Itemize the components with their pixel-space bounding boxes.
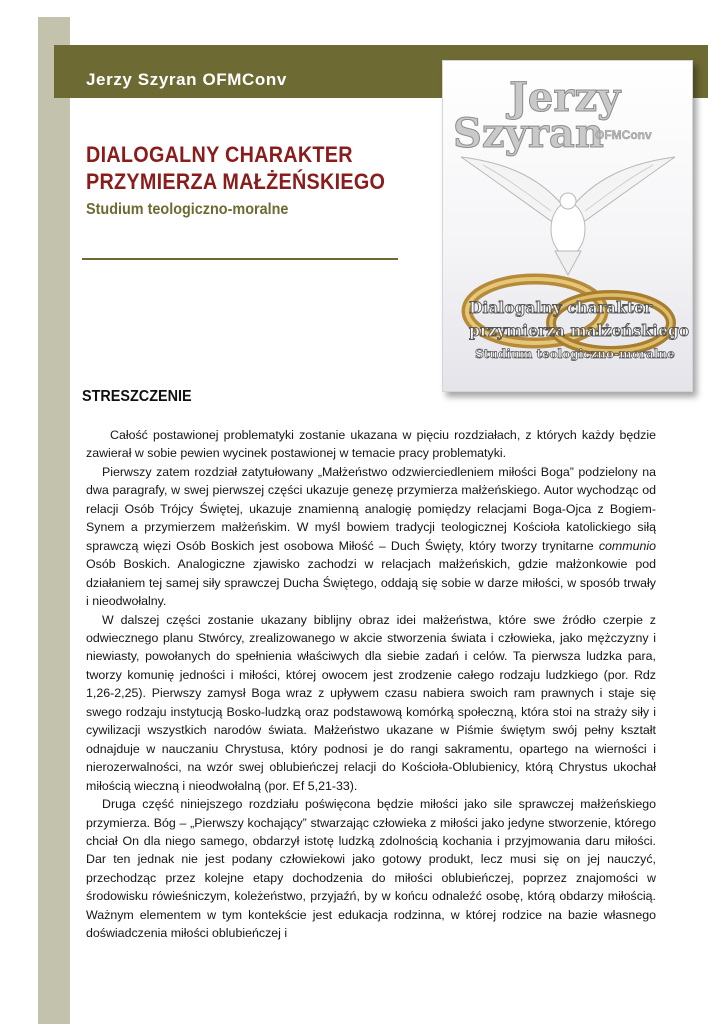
cover-subtitle: Studium teologiczno-moralne (475, 347, 675, 361)
abstract-emphasis: communio (598, 538, 656, 553)
abstract-paragraph: Całość postawionej problematyki zostanie ukazana w pięciu rozdziałach, z których każdy będzie zawierał w sobie pewien wycinek postawionej w temacie pracy problematyki. (86, 428, 656, 461)
book-title-line-2: PRZYMIERZA MAŁŻEŃSKIEGO (86, 169, 386, 194)
header-author: Jerzy Szyran OFMConv (86, 70, 287, 89)
abstract-text: Osób Boskich. Analogiczne zjawisko zachodzi w relacjach małżeńskich, gdzie małżonkowie pod działaniem tej samej siły sprawczej Ducha Świętego, oddają się sobie w darze miłości, w sposób trwały i nieodwołalny. (86, 557, 656, 609)
abstract-text: Pierwszy zatem rozdział zatytułowany „Małżeństwo odzwierciedleniem miłości Boga” podzielony na dwa paragrafy, w swej pierwszej części ukazuje genezę przymierza małżeńskiego. Autor wychodząc od relacji Osób Trójcy Świętej, ukazuje znamienną analogię pomiędzy relacjami Boga-Ojca z Bogiem-Synem a przymierzem małżeńskim. W myśl bowiem tradycji teologicznej Kościoła katolickiego siłą sprawczą więzi Osób Boskich jest osobowa Miłość – Duch Święty, który tworzy trynitarne (86, 464, 656, 553)
book-title-line-1: DIALOGALNY CHARAKTER (86, 142, 353, 167)
dove-icon (461, 157, 675, 275)
abstract-paragraph: Druga część niniejszego rozdziału poświęcona będzie miłości jako sile sprawczej małżeńskiego przymierza. Bóg – „Pierwszy kochający” stwarzając człowieka z miłości jako jedyne stworzenie, którego chciał On dla niego samego, obdarzył istotę ludzką zdolnością kochania i przyjmowania daru miłości. Dar ten jednak nie jest podany człowiekowi jako gotowy produkt, lecz musi się on jej nauczyć, przechodząc przez kolejne etapy dochodzenia do miłości oblubieńczej, poprzez znajomości w środowisku rówieśniczym, koleżeństwo, przyjaźń, by w końcu odnaleźć osobę, którą obdarzy miłością. Ważnym elementem w tym kontekście jest edukacja rodzinna, w której rodzice na bazie własnego doświadczenia miłości oblubieńczej i (86, 797, 656, 941)
book-subtitle: Studium teologiczno-moralne (86, 201, 289, 218)
cover-author-first: Jerzy (509, 74, 621, 121)
title-divider (82, 258, 398, 260)
cover-title-line-2: przymierza małżeńskiego (469, 321, 690, 340)
abstract-paragraph (86, 463, 656, 611)
abstract-body (86, 426, 656, 943)
book-title (86, 141, 392, 195)
book-cover-illustration (443, 61, 692, 391)
cover-title-line-1: Dialogalny charakter (469, 298, 652, 317)
cover-order: OFMConv (595, 128, 652, 142)
abstract-heading: STRESZCZENIE (82, 388, 192, 405)
abstract-paragraph: W dalszej części zostanie ukazany biblijny obraz idei małżeństwa, które swe źródło czerpie z odwiecznego planu Stwórcy, zrealizowanego w akcie stworzenia świata i człowieka, jako mężczyzny i niewiasty, powołanych do spełnienia właściwych dla siebie zadań i celów. Ta pierwsza ludzka para, tworzy komunię jedności i miłości, której owocem jest zrodzenie całego rodzaju ludzkiego (por. Rdz 1,26-2,25). Pierwszy zamysł Boga wraz z upływem czasu nabiera swoich ram prawnych i staje się swego rodzaju instytucją Bosko-ludzką oraz podstawową komórką społeczną, która stoi na straży siły i cywilizacji wszystkich narodów świata. Małżeństwo ukazane w Piśmie świętym swój pełny kształt odnajduje w nauczaniu Chrystusa, który podnosi je do rangi sakramentu, opartego na wierności i nierozerwalności, na wzór swej oblubieńczej relacji do Kościoła-Oblubienicy, którą Chrystus ukochał miłością wieczną i nieodwołalną (por. Ef 5,21-33). (86, 612, 656, 793)
book-cover-image (442, 60, 693, 392)
cover-author-last: Szyran (453, 110, 604, 157)
left-decorative-bar (38, 17, 70, 1024)
